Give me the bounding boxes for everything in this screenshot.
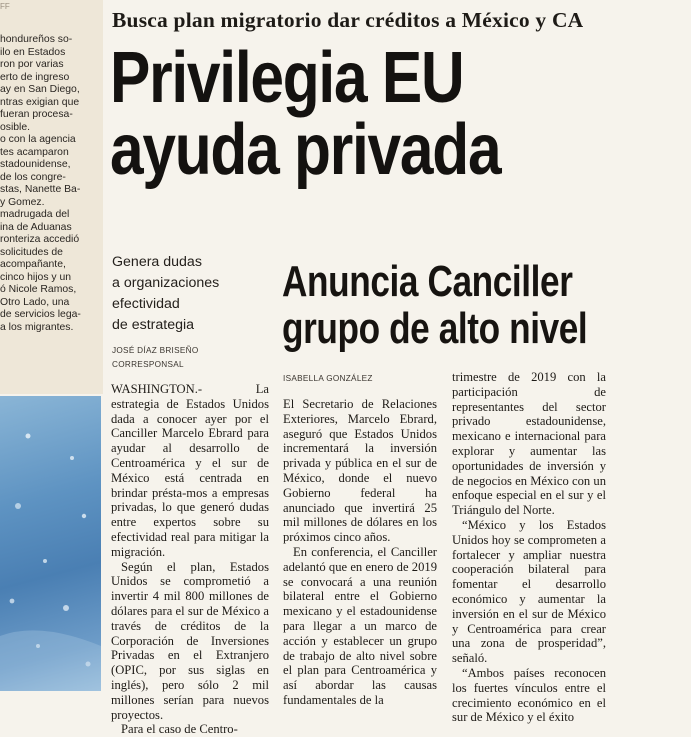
news-photo xyxy=(0,396,101,691)
paragraph: Según el plan, Estados Unidos se comprometió a invertir 4 mil 800 millones de dólares para el sur de México a través de créditos de la Corporación de Inversiones Privadas en el Extranjero (OPIC, por sus siglas en inglés), pero sólo 2 mil millones serían para nuevos proyectos. xyxy=(111,559,269,722)
paragraph: En conferencia, el Canciller adelantó que en enero de 2019 se convocará a una reunión bilateral entre el Gobierno mexicano y el estadounidense para llegar a un marco de acción y establecer un grupo de trabajo de alto nivel sobre el plan para Centroamérica y así abordar las causas fundamentales de la xyxy=(283,544,437,707)
paragraph: El Secretario de Relaciones Exteriores, Marcelo Ebrard, aseguró que Estados Unidos incrementará la inversión privada y pública en el sur de México, donde el nuevo Gobierno federal ha anunciado que invertirá 25 mil millones de dólares en los próximos cinco años. xyxy=(283,397,437,545)
second-article-byline: ISABELLA GONZÁLEZ xyxy=(283,374,373,383)
paragraph: trimestre de 2019 con la participación de representantes del sector privado estadounidense, mexicano e internacional para explorar y aumentar las oportunidades de inversión y de negocios en México con un enfoque especial en el sur y el Triángulo del Norte. xyxy=(452,370,606,518)
subhead-line-1: Anuncia Canciller xyxy=(282,257,573,306)
paragraph: WASHINGTON.- La estrategia de Estados Unidos dada a conocer ayer por el Canciller Marcelo Ebrard para ayudar al desarrollo de Centroamérica y el sur de México está centrada en brindar présta-mos a empresas privadas, lo que generó dudas entre expertos sobre su efectividad real para mitigar la migración. xyxy=(111,382,269,559)
headline-line-2: ayuda privada xyxy=(110,110,501,190)
article-deck: Genera dudas a organizaciones efectividad de estrategia xyxy=(112,254,220,333)
byline-author: JOSÉ DÍAZ BRISEÑO xyxy=(112,346,199,355)
sidebar-text: hondureños so- ilo en Estados ron por varias erto de ingreso ay en San Diego, ntras exigian que fueran procesa- osible. o con la agencia tes acamparon stadounidense, de los congre- stas, Nanette Ba- y Gomez. madrugada del ina de Aduanas ronteriza accedió solicitudes de acompañante, cinco hijos y un ó Nicole Ramos, Otro Lado, una de servicios lega- a los migrantes. xyxy=(0,34,81,333)
subhead-line-2: grupo de alto nivel xyxy=(282,304,588,353)
paragraph: “Ambos países reconocen los fuertes vínculos entre el crecimiento económico en el sur de México y el éxito xyxy=(452,665,606,725)
sidebar-section-tag: FF xyxy=(0,2,10,11)
body-column-2 xyxy=(283,397,437,708)
second-article-headline xyxy=(282,258,618,352)
body-column-1 xyxy=(111,382,269,737)
sidebar-column xyxy=(0,0,103,394)
article-headline xyxy=(110,38,597,190)
paragraph: “México y los Estados Unidos hoy se comprometen a fortalecer y ampliar nuestra cooperación bilateral para fomentar el desarrollo económico y aumentar la inversión en el sur de México y Centroamérica para crear una zona de prosperidad”, señaló. xyxy=(452,517,606,666)
body-column-3 xyxy=(452,370,606,725)
byline-role: CORRESPONSAL xyxy=(112,360,184,369)
headline-line-1: Privilegia EU xyxy=(110,38,464,118)
article-kicker: Busca plan migratorio dar créditos a México y CA xyxy=(112,8,584,32)
photo-graphic xyxy=(0,396,101,691)
paragraph: Para el caso de Centro- xyxy=(121,722,238,737)
